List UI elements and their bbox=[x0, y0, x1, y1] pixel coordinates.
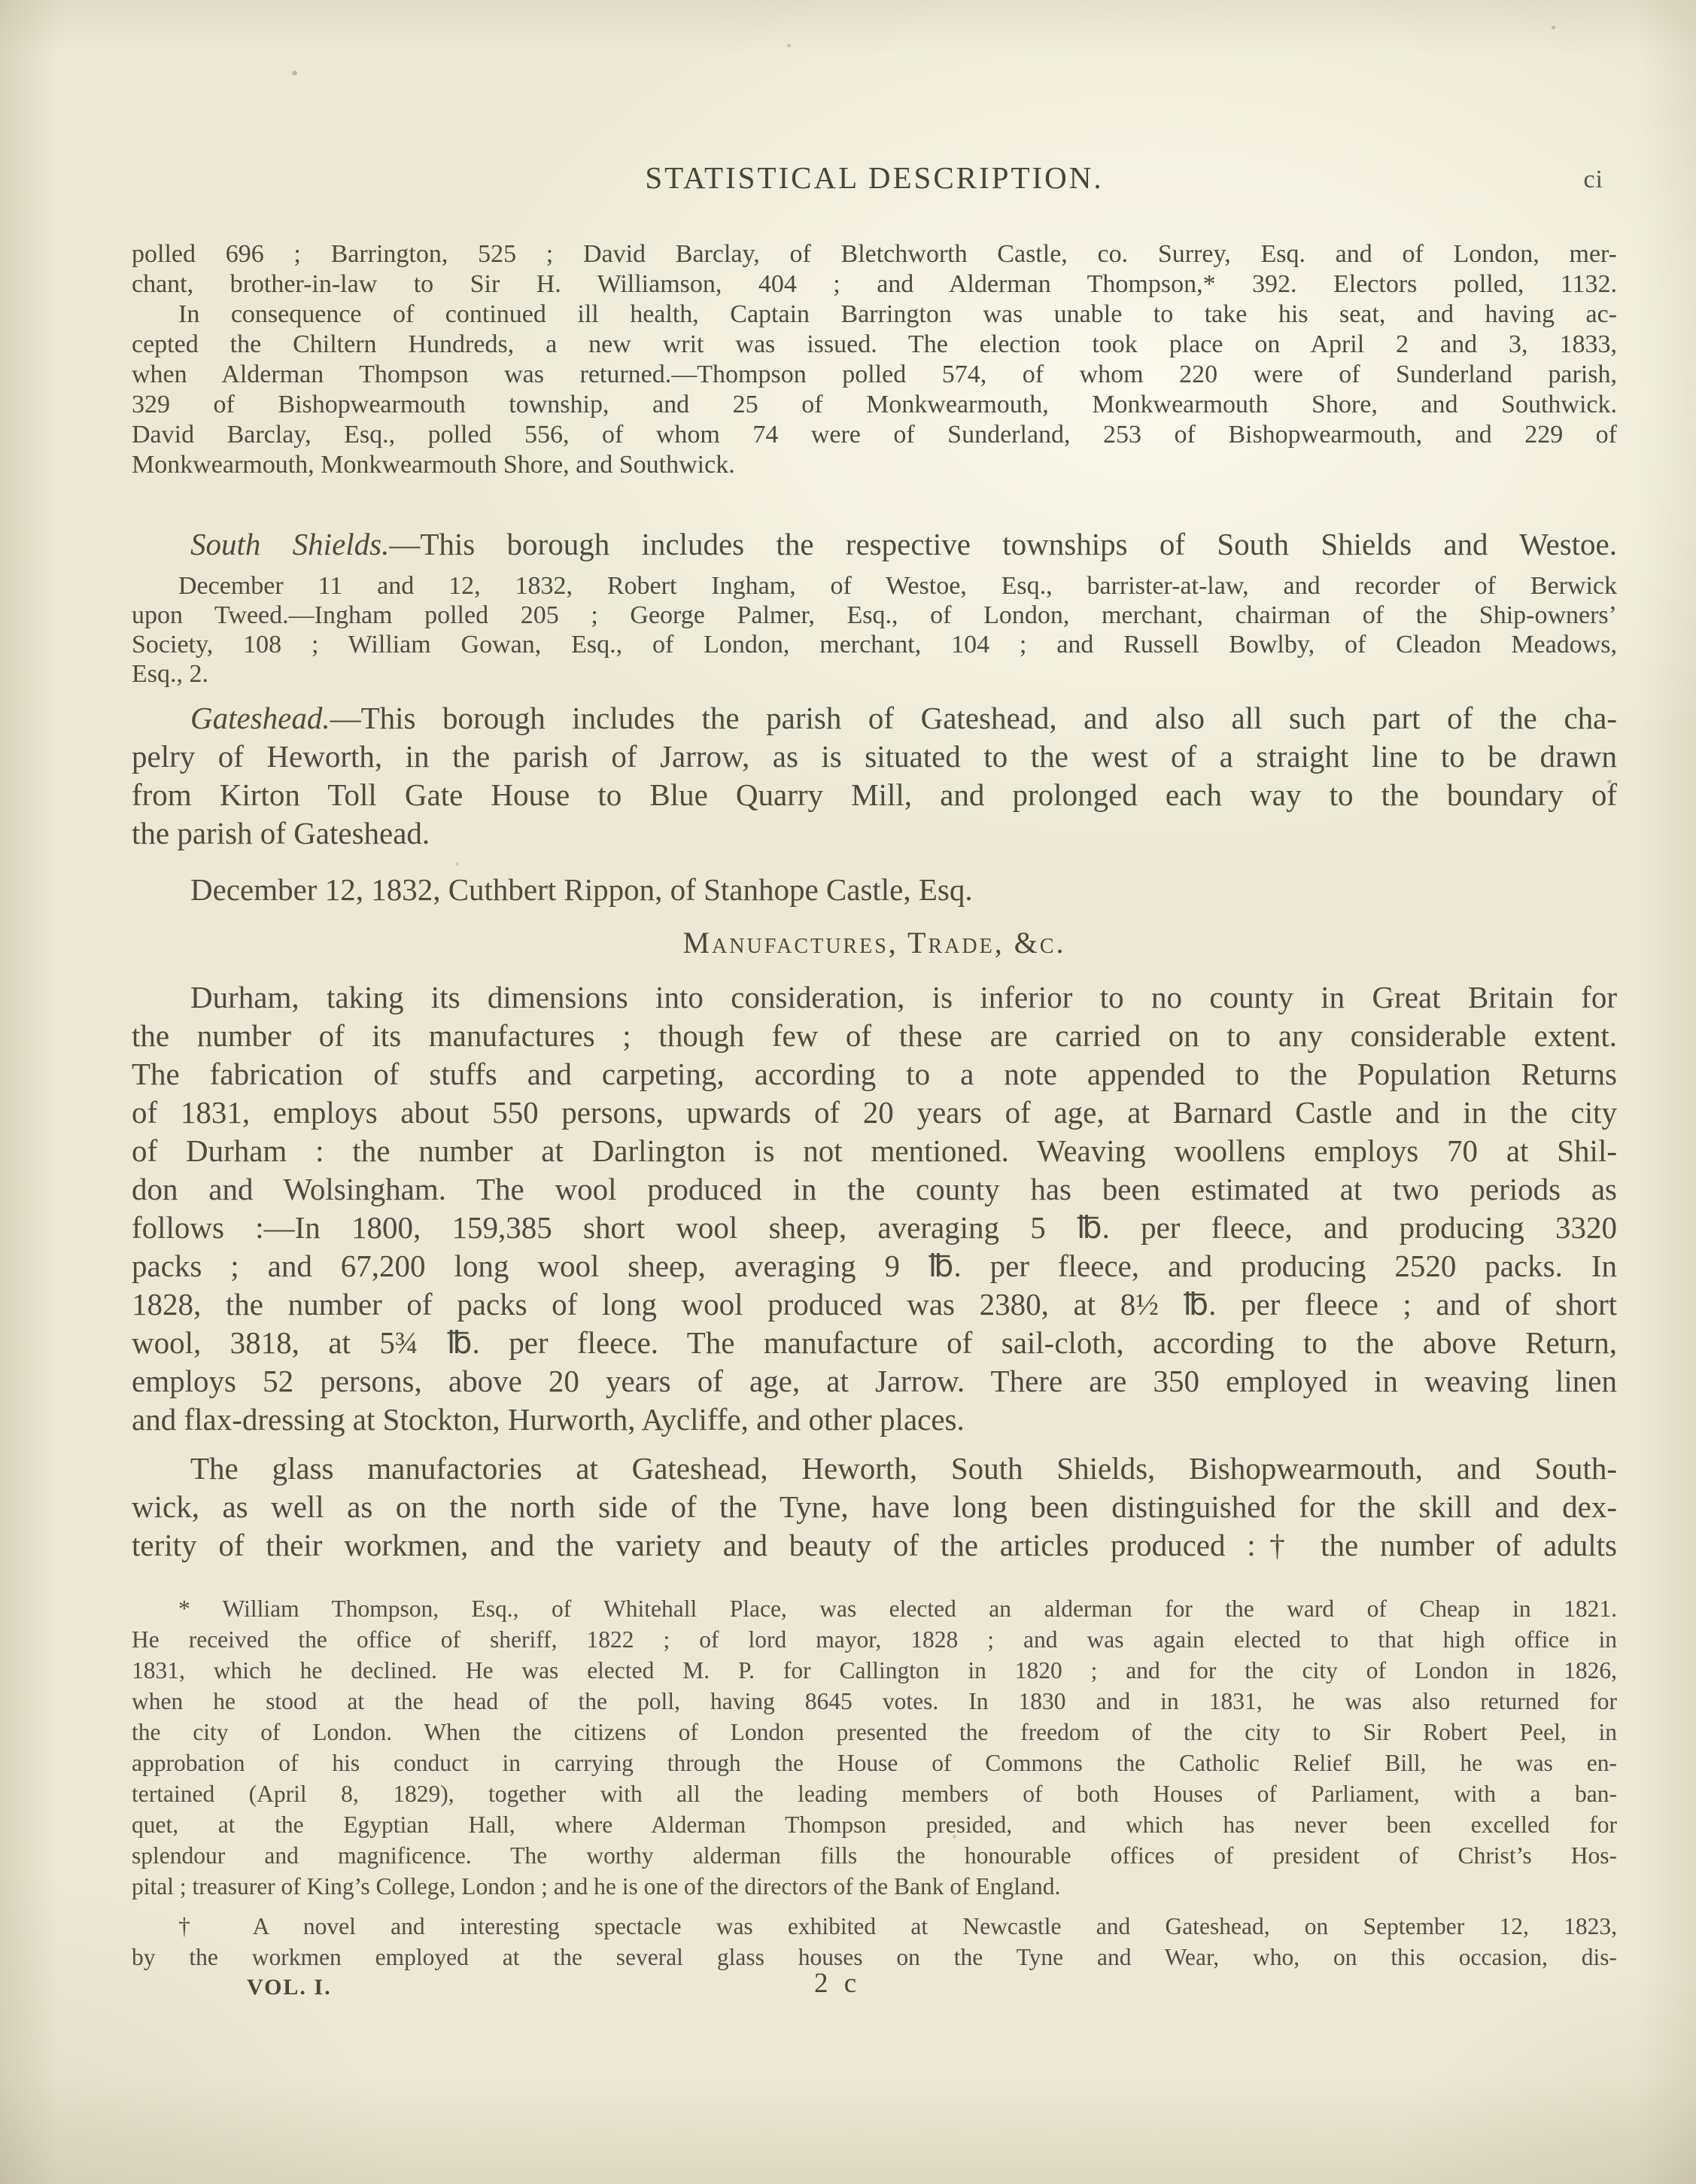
text-line: wool, 3818, at 5¾ ℔. per fleece. The manufacture of sail-cloth, according to the above Return, bbox=[132, 1325, 1617, 1360]
text-line: when he stood at the head of the poll, having 8645 votes. In 1830 and in 1831, he was also returned for bbox=[132, 1688, 1617, 1714]
text-line: Manufactures, Trade, &c. bbox=[682, 926, 1066, 960]
text-line: packs ; and 67,200 long wool sheep, averaging 9 ℔. per fleece, and producing 2520 packs. In bbox=[132, 1249, 1617, 1283]
text-line: He received the office of sheriff, 1822 ; of lord mayor, 1828 ; and was again elected to that high office in bbox=[132, 1626, 1617, 1653]
text-line: Society, 108 ; William Gowan, Esq., of London, merchant, 104 ; and Russell Bowlby, of Cleadon Meadows, bbox=[132, 631, 1617, 659]
text-line: and flax-dressing at Stockton, Hurworth, Aycliffe, and other places. bbox=[132, 1402, 965, 1437]
text-line: December 12, 1832, Cuthbert Rippon, of Stanhope Castle, Esq. bbox=[190, 872, 973, 907]
text-line: when Alderman Thompson was returned.—Thompson polled 574, of whom 220 were of Sunderland parish, bbox=[132, 360, 1617, 388]
paragraph-in-consequence bbox=[132, 300, 1617, 480]
text-line: Durham, taking its dimensions into consideration, is inferior to no county in Great Britain for bbox=[190, 980, 1617, 1014]
text-line: the parish of Gateshead. bbox=[132, 816, 430, 850]
paragraph-gateshead bbox=[132, 699, 1617, 853]
text-line: employs 52 persons, above 20 years of age, at Jarrow. There are 350 employed in weaving linen bbox=[132, 1364, 1617, 1398]
text-line: follows :—In 1800, 159,385 short wool sheep, averaging 5 ℔. per fleece, and producing 3320 bbox=[132, 1210, 1617, 1245]
text-line: from Kirton Toll Gate House to Blue Quarry Mill, and prolonged each way to the boundary of bbox=[132, 777, 1617, 812]
italic-lead: Gateshead. bbox=[190, 701, 330, 735]
page-footer bbox=[0, 1966, 1696, 2011]
paragraph-december-11-12 bbox=[132, 571, 1617, 689]
text-line: The fabrication of stuffs and carpeting, according to a note appended to the Population Returns bbox=[132, 1057, 1617, 1091]
text-line: by the workmen employed at the several glass houses on the Tyne and Wear, who, on this occasion, dis- bbox=[132, 1944, 1617, 1970]
text-line: 1831, which he declined. He was elected M. P. for Callington in 1820 ; and for the city of London in 1826, bbox=[132, 1657, 1617, 1684]
text-flow bbox=[132, 239, 1617, 1973]
text-line: quet, at the Egyptian Hall, where Alderman Thompson presided, and which has never been excelled for bbox=[132, 1811, 1617, 1838]
text-line: pelry of Heworth, in the parish of Jarrow, as is situated to the west of a straight line to be drawn bbox=[132, 739, 1617, 774]
text-line: December 11 and 12, 1832, Robert Ingham, of Westoe, Esq., barrister-at-law, and recorder of Berwick bbox=[178, 572, 1617, 600]
text-line: tertained (April 8, 1829), together with all the leading members of both Houses of Parliament, with a ban- bbox=[132, 1781, 1617, 1807]
text-line: Esq., 2. bbox=[132, 660, 208, 688]
text-line: approbation of his conduct in carrying through the House of Commons the Catholic Relief Bill, he was en- bbox=[132, 1750, 1617, 1776]
text-line: * William Thompson, Esq., of Whitehall Place, was elected an alderman for the ward of Cheap in 1821. bbox=[178, 1595, 1617, 1622]
text-line: upon Tweed.—Ingham polled 205 ; George Palmer, Esq., of London, merchant, chairman of the Ship-owners’ bbox=[132, 601, 1617, 629]
text-line: chant, brother-in-law to Sir H. Williamson, 404 ; and Alderman Thompson,* 392. Electors polled, 1132. bbox=[132, 270, 1617, 298]
text-line: splendour and magnificence. The worthy alderman fills the honourable offices of president of Christ’s Hos- bbox=[132, 1842, 1617, 1869]
text-line: South Shields.—This borough includes the respective townships of South Shields and Westoe. bbox=[190, 527, 1618, 561]
paragraph-december-12 bbox=[132, 871, 1617, 909]
text-line: of Durham : the number at Darlington is not mentioned. Weaving woollens employs 70 at Shil- bbox=[132, 1133, 1617, 1168]
text-line: the number of its manufactures ; though few of these are carried on to any considerable extent. bbox=[132, 1018, 1617, 1053]
page-number: ci bbox=[1583, 166, 1603, 193]
footnote-glass-spectacle bbox=[132, 1911, 1617, 1973]
text-line: 1828, the number of packs of long wool produced was 2380, at 8½ ℔. per fleece ; and of short bbox=[132, 1287, 1617, 1322]
paragraph-durham-manufactures bbox=[132, 978, 1617, 1439]
text-line: of 1831, employs about 550 persons, upwards of 20 years of age, at Barnard Castle and in the city bbox=[132, 1095, 1617, 1130]
signature-mark: 2 c bbox=[814, 1968, 862, 1999]
text-line: cepted the Chiltern Hundreds, a new writ was issued. The election took place on April 2 and 3, 1833, bbox=[132, 330, 1617, 358]
text-line: 329 of Bishopwearmouth township, and 25 of Monkwearmouth, Monkwearmouth Shore, and Southwick. bbox=[132, 391, 1617, 418]
text-line: don and Wolsingham. The wool produced in the county has been estimated at two periods as bbox=[132, 1172, 1617, 1206]
text-line: the city of London. When the citizens of London presented the freedom of the city to Sir Robert Peel, in bbox=[132, 1719, 1617, 1745]
page-header bbox=[132, 160, 1617, 197]
italic-lead: South Shields. bbox=[190, 527, 390, 561]
text-line: wick, as well as on the north side of the Tyne, have long been distinguished for the skill and dex- bbox=[132, 1489, 1617, 1524]
paragraph-glass-manufactories bbox=[132, 1449, 1617, 1565]
text-line: pital ; treasurer of King’s College, London ; and he is one of the directors of the Bank of England. bbox=[132, 1873, 1061, 1900]
text-area bbox=[132, 0, 1617, 1973]
text-line: David Barclay, Esq., polled 556, of whom 74 were of Sunderland, 253 of Bishopwearmouth, and 229 of bbox=[132, 421, 1617, 449]
section-heading-manufactures bbox=[132, 926, 1617, 960]
text-line: terity of their workmen, and the variety and beauty of the articles produced :† the number of adults bbox=[132, 1528, 1617, 1562]
text-line: Gateshead.—This borough includes the parish of Gateshead, and also all such part of the cha- bbox=[190, 701, 1617, 735]
text-line: The glass manufactories at Gateshead, Heworth, South Shields, Bishopwearmouth, and South- bbox=[190, 1451, 1617, 1486]
paragraph-election-continued bbox=[132, 239, 1617, 300]
text-line: polled 696 ; Barrington, 525 ; David Barclay, of Bletchworth Castle, co. Surrey, Esq. and of London, mer- bbox=[132, 240, 1617, 268]
text-line: † A novel and interesting spectacle was exhibited at Newcastle and Gateshead, on September 12, 1823, bbox=[178, 1913, 1617, 1939]
footnote-william-thompson bbox=[132, 1593, 1617, 1902]
volume-label: VOL. I. bbox=[247, 1975, 332, 2000]
text-line: In consequence of continued ill health, Captain Barrington was unable to take his seat, and having ac- bbox=[178, 300, 1617, 328]
page-title: STATISTICAL DESCRIPTION. bbox=[645, 160, 1104, 195]
paragraph-south-shields bbox=[132, 525, 1617, 564]
text-line: Monkwearmouth, Monkwearmouth Shore, and Southwick. bbox=[132, 451, 735, 479]
